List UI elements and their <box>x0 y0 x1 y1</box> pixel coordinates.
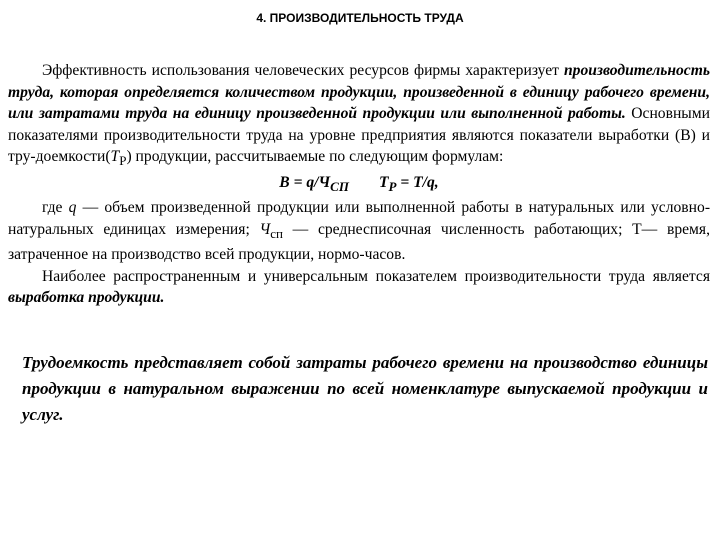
paragraph-text: Эффективность использования человеческих ресурсов фирмы характеризует <box>42 62 564 79</box>
paragraph-text: — среднесписочная численность работающих; Т— время, затраченное на производство всей продукции, нормо-часов. <box>8 220 710 264</box>
formula-line <box>8 172 710 198</box>
variable-q: q <box>68 199 77 217</box>
output-formula-subscript: СП <box>330 178 349 194</box>
paragraph-text: — объем произведенной продукции или выполненной работы в натуральных или условно-натуральных единицах измерения; <box>8 199 711 238</box>
labor-intensity-formula: Т <box>378 173 389 191</box>
paragraph-text: ) продукции, рассчитываемые по следующим формулам: <box>126 148 504 165</box>
output-term: выработка продукции. <box>8 289 165 307</box>
variable-headcount: Ч <box>259 220 271 238</box>
labor-intensity-formula-subscript: Р <box>388 178 397 194</box>
labor-intensity-symbol: Т <box>110 148 120 165</box>
variable-headcount-subscript: сп <box>270 225 283 241</box>
main-text-block <box>8 60 710 309</box>
output-formula: В = q/Ч <box>279 173 331 191</box>
labor-intensity-subscript: Р <box>119 153 127 169</box>
paragraph-variables <box>8 197 710 266</box>
page-title: 4. ПРОИЗВОДИТЕЛЬНОСТЬ ТРУДА <box>256 11 464 25</box>
paragraph-output-indicator <box>8 266 710 309</box>
paragraph-text: Наиболее распространенным и универсальным показателем производительности труда является <box>42 267 710 285</box>
productivity-definition: производительность труда, которая определяется количеством продукции, произведенной в единицу рабочего времени, или затратами труда на единицу произведенной продукции или выполненной работы. <box>8 62 710 122</box>
labor-intensity-definition: Трудоемкость представляет собой затраты рабочего времени на производство единицы продукции в натуральном выражении по всей номенклатуре выпускаемой продукции и услуг. <box>22 353 708 424</box>
paragraph-text: где <box>42 199 69 217</box>
paragraph-text: Основными показателями производительности труда на уровне предприятия являются показатели выработки (В) и тру-доемкости( <box>8 105 710 165</box>
labor-intensity-formula-rest: = Т/q, <box>396 173 439 191</box>
paragraph-productivity <box>8 60 710 172</box>
